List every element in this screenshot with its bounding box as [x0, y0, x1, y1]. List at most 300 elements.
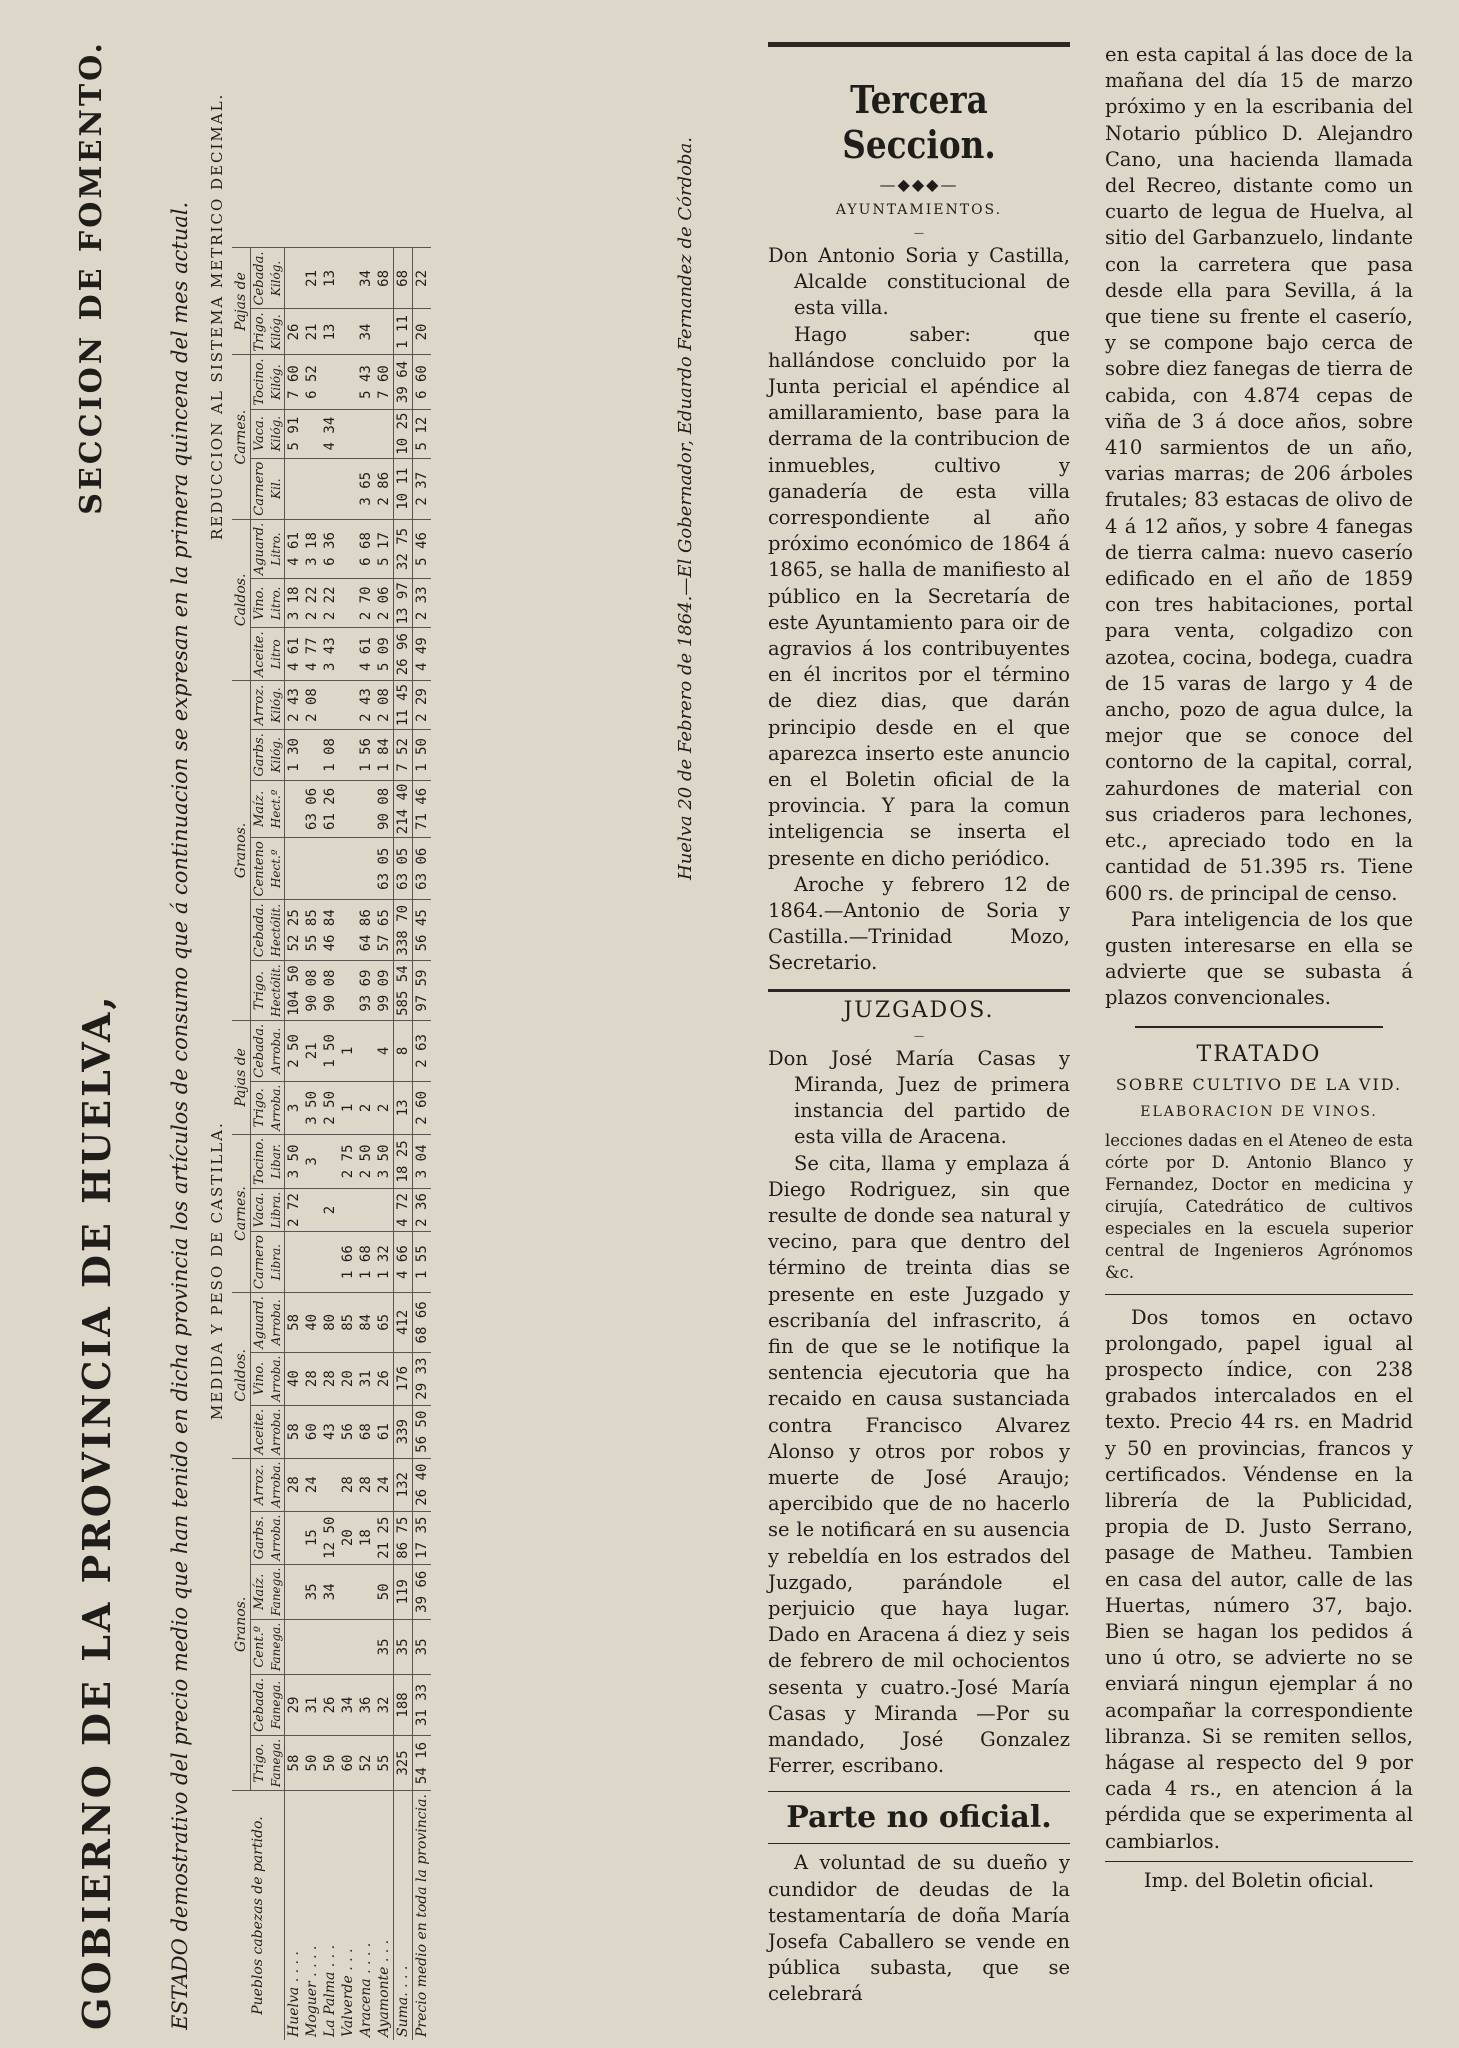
value-cell-castilla: 2 36 [413, 1188, 432, 1231]
value-cell-metrico: 22 [413, 248, 432, 309]
column-header-castilla: Arroz. [251, 1458, 269, 1511]
value-cell-castilla: 8 [394, 1020, 413, 1081]
value-cell-castilla: 3 [303, 1134, 321, 1188]
rotated-content [60, 20, 740, 2040]
value-cell-metrico [357, 780, 375, 838]
subasta-continued: en esta capital á las doce de la mañana del día 15 de marzo próximo y en la escribania del Notario público D. Alejandro Cano, una hacienda llamada del Recreo, distante como un cuarto de legua de Huelva, al sitio del Garbanzuelo, lindante con la carretera que pasa desde ella para Sevilla, á la que tiene su frente el caserío, y se compone bajo cerca de sobre diez fanegas de tierra de cabida, con 4.874 cepas de viña de 3 á doce años, sobre 410 sarmientos de un año, varias marras; de 206 árboles frutales; 83 estacas de olivo de 4 á 12 años, y sobre 4 fanegas de tierra calma: nuevo caserío edificado en el año de 1859 con tres habitaciones, portal para venta, colgadizo con azotea, cocina, bodega, cuadra de 15 varas de largo y 4 de ancho, pozo de agua dulce, la mejor que se conoce del contorno de la capital, corral, zahurdones de material con sus criaderos para lechones, etc., apreciado todo en la cantidad de 51.395 rs. Tiene 600 rs. de principal de censo. [1105, 43, 1413, 905]
value-cell-metrico: 26 96 [394, 628, 413, 681]
value-cell-castilla: 36 [357, 1675, 375, 1736]
value-cell-metrico [375, 309, 394, 355]
tratado-heading: TRATADO [1196, 1041, 1322, 1067]
value-cell-castilla: 28 [321, 1352, 339, 1405]
value-cell-metrico [357, 838, 375, 900]
value-cell-metrico: 13 [321, 248, 339, 309]
value-cell-castilla: 2 50 [321, 1081, 339, 1134]
unit-header-metrico: Kilóg. [268, 409, 285, 458]
value-cell-metrico [285, 458, 304, 519]
juzgados-heading: JUZGADOS. [843, 997, 995, 1023]
town-cell: Valverde . . . [339, 1791, 357, 2040]
value-cell-metrico: 2 86 [375, 458, 394, 519]
tratado-lecciones: lecciones dadas en el Ateneo de esta córte por D. Antonio Blanco y Fernandez, Doctor en medicina y cirujía, Catedrático de cultivos especiales en la escuela superior central de Ingenieros Agrónomos &c. [1105, 1130, 1413, 1282]
value-cell-castilla: 4 66 [394, 1232, 413, 1293]
value-cell-castilla [321, 1134, 339, 1188]
value-cell-castilla: 2 63 [413, 1020, 432, 1081]
value-cell-castilla: 20 [339, 1352, 357, 1405]
value-cell-castilla: 31 [357, 1352, 375, 1405]
column-header-castilla: Vino. [251, 1352, 269, 1405]
town-cell: Suma. . . . [394, 1791, 413, 2040]
value-cell-castilla [303, 1619, 321, 1674]
short-dash: — [914, 228, 924, 239]
value-cell-castilla: 58 [285, 1405, 304, 1458]
unit-header-metrico: Hect.º [268, 838, 285, 900]
value-cell-castilla: 119 [394, 1564, 413, 1619]
unit-header-castilla: Fanega. [268, 1564, 285, 1619]
value-cell-castilla: 4 72 [394, 1188, 413, 1231]
column-header-metrico: Tocino. [251, 355, 269, 409]
reduccion-label: REDUCCION AL SISTEMA METRICO DECIMAL. [208, 92, 226, 540]
value-cell-metrico [303, 730, 321, 780]
value-cell-castilla: 1 55 [413, 1232, 432, 1293]
value-cell-metrico: 5 91 [285, 409, 304, 458]
value-cell-metrico: 32 75 [394, 519, 413, 579]
value-cell-metrico: 2 33 [413, 579, 432, 628]
unit-header-metrico: Kilóg. [268, 730, 285, 780]
value-cell-metrico: 99 09 [375, 961, 394, 1021]
table-body [285, 248, 432, 2040]
value-cell-castilla [339, 1188, 357, 1231]
value-cell-castilla [357, 1564, 375, 1619]
table-row [303, 248, 321, 2040]
value-cell-castilla: 34 [339, 1675, 357, 1736]
value-cell-castilla: 86 75 [394, 1511, 413, 1564]
value-cell-metrico: 4 61 [285, 628, 304, 681]
value-cell-castilla: 132 [394, 1458, 413, 1511]
value-cell-metrico: 5 46 [413, 519, 432, 579]
value-cell-metrico: 1 11 [394, 309, 413, 355]
column-header-metrico: Vino. [251, 579, 269, 628]
value-cell-castilla [285, 1564, 304, 1619]
value-cell-metrico [339, 730, 357, 780]
value-cell-castilla: 325 [394, 1735, 413, 1790]
value-cell-castilla: 15 [303, 1511, 321, 1564]
column-header-metrico: Cebada. [251, 248, 269, 309]
value-cell-metrico: 90 08 [375, 780, 394, 838]
town-cell: Ayamonte . . . [375, 1791, 394, 2040]
value-cell-castilla [339, 1564, 357, 1619]
column-header-metrico: Maíz. [251, 780, 269, 838]
value-cell-metrico: 11 45 [394, 680, 413, 729]
group-carnes-metrico: Carnes. [232, 355, 251, 519]
value-cell-castilla: 31 33 [413, 1675, 432, 1736]
subasta-note: Para inteligencia de los que gusten interesarse en ella se advierte que se subasta á plazos convencionales. [1105, 907, 1413, 1010]
value-cell-castilla [375, 1188, 394, 1231]
column-header-metrico: Aceite. [251, 628, 269, 681]
value-cell-metrico: 2 43 [357, 680, 375, 729]
estado-caption: ESTADO demostrativo del precio medio que han tenido en dicha provincia los artículos de consumo que á continuacion se expresan en la primera quincena del mes actual. [168, 201, 192, 2030]
town-cell: Precio medio en toda la provincia. [413, 1791, 432, 2040]
value-cell-castilla: 28 [357, 1458, 375, 1511]
value-cell-metrico: 90 08 [303, 961, 321, 1021]
value-cell-castilla: 1 50 [321, 1020, 339, 1081]
unit-header-castilla: Libar. [268, 1134, 285, 1188]
value-cell-metrico [339, 628, 357, 681]
value-cell-castilla: 54 16 [413, 1735, 432, 1790]
value-cell-castilla: 1 66 [339, 1232, 357, 1293]
value-cell-metrico: 1 56 [357, 730, 375, 780]
value-cell-metrico: 97 59 [413, 961, 432, 1021]
value-cell-metrico: 52 25 [285, 900, 304, 961]
value-cell-castilla: 2 [357, 1081, 375, 1134]
column-header-castilla: Cebada. [251, 1020, 269, 1081]
value-cell-castilla: 26 [321, 1675, 339, 1736]
value-cell-metrico: 4 49 [413, 628, 432, 681]
value-cell-castilla: 28 [303, 1352, 321, 1405]
value-cell-metrico [303, 838, 321, 900]
value-cell-castilla: 52 [357, 1735, 375, 1790]
value-cell-castilla: 32 [375, 1675, 394, 1736]
value-cell-metrico: 56 45 [413, 900, 432, 961]
imprenta-line: Imp. del Boletin oficial. [1143, 1868, 1375, 1892]
separator [1135, 1026, 1383, 1028]
value-cell-metrico: 63 06 [413, 838, 432, 900]
value-cell-metrico [375, 409, 394, 458]
top-rule [768, 42, 1070, 47]
column-header-metrico: Carnero [251, 458, 269, 519]
juzgado-intro: Don José María Casas y Miranda, Juez de primera instancia del partido de esta villa de Aracena. [768, 1046, 1070, 1149]
column-header-metrico: Garbs. [251, 730, 269, 780]
column-header-metrico: Centeno [251, 838, 269, 900]
value-cell-metrico: 13 [321, 309, 339, 355]
value-cell-castilla: 3 50 [375, 1134, 394, 1188]
value-cell-metrico: 3 65 [357, 458, 375, 519]
value-cell-metrico: 2 43 [285, 680, 304, 729]
elaboracion-heading: ELABORACION DE VINOS. [1140, 1103, 1378, 1120]
value-cell-metrico: 93 69 [357, 961, 375, 1021]
value-cell-metrico: 6 68 [357, 519, 375, 579]
unit-header-castilla: Libra. [268, 1188, 285, 1231]
value-cell-castilla: 2 [375, 1081, 394, 1134]
value-cell-metrico: 63 05 [375, 838, 394, 900]
value-cell-metrico [339, 519, 357, 579]
unit-header-metrico: Kil. [268, 458, 285, 519]
value-cell-metrico [285, 248, 304, 309]
value-cell-metrico: 338 70 [394, 900, 413, 961]
value-cell-metrico: 7 52 [394, 730, 413, 780]
value-cell-castilla [303, 1232, 321, 1293]
value-cell-castilla: 35 [394, 1619, 413, 1674]
value-cell-castilla: 21 25 [375, 1511, 394, 1564]
unit-header-row [268, 248, 285, 2040]
value-cell-castilla: 1 [339, 1020, 357, 1081]
group-pajas-castilla: Pajas de [232, 1020, 251, 1134]
unit-header-metrico: Kilóg. [268, 248, 285, 309]
value-cell-castilla: 20 [339, 1511, 357, 1564]
column-header-metrico: Cebada. [251, 900, 269, 961]
value-cell-castilla: 40 [285, 1352, 304, 1405]
value-cell-metrico: 90 08 [321, 961, 339, 1021]
column-header-metrico: Vaca. [251, 409, 269, 458]
column-header-metrico: Arroz. [251, 680, 269, 729]
column-header-metrico: Trigo. [251, 961, 269, 1021]
value-cell-castilla: 39 66 [413, 1564, 432, 1619]
value-cell-metrico: 13 97 [394, 579, 413, 628]
town-cell: La Palma . . . [321, 1791, 339, 2040]
value-cell-metrico: 21 [303, 248, 321, 309]
value-cell-castilla: 2 75 [339, 1134, 357, 1188]
value-cell-metrico: 5 12 [413, 409, 432, 458]
value-cell-castilla: 12 50 [321, 1511, 339, 1564]
column-header-castilla: Vaca. [251, 1188, 269, 1231]
unit-header-castilla: Arroba. [268, 1405, 285, 1458]
unit-header-metrico: Kilóg. [268, 680, 285, 729]
unit-header-metrico: Kilóg. [268, 309, 285, 355]
tratado-subheading: SOBRE CULTIVO DE LA VID. [1115, 1074, 1403, 1094]
ayuntamientos-heading: AYUNTAMIENTOS. [835, 202, 1003, 218]
value-cell-metrico: 10 25 [394, 409, 413, 458]
value-cell-castilla [357, 1188, 375, 1231]
value-cell-castilla [285, 1232, 304, 1293]
value-cell-castilla: 65 [375, 1293, 394, 1353]
value-cell-castilla: 60 [339, 1735, 357, 1790]
value-cell-castilla: 188 [394, 1675, 413, 1736]
value-cell-metrico [339, 961, 357, 1021]
parte-rule-bottom [768, 1843, 1070, 1844]
value-cell-castilla: 61 [375, 1405, 394, 1458]
value-cell-castilla: 17 35 [413, 1511, 432, 1564]
short-dash-2: — [914, 1030, 924, 1042]
juzgados-rule [768, 989, 1070, 992]
value-cell-metrico: 21 [303, 309, 321, 355]
value-cell-castilla: 18 [357, 1511, 375, 1564]
value-cell-castilla: 80 [321, 1293, 339, 1353]
value-cell-castilla: 60 [303, 1405, 321, 1458]
value-cell-castilla: 21 [303, 1020, 321, 1081]
unit-header-castilla: Arroba. [268, 1458, 285, 1511]
value-cell-castilla: 56 [339, 1405, 357, 1458]
value-cell-castilla: 3 50 [303, 1081, 321, 1134]
value-cell-metrico: 39 64 [394, 355, 413, 409]
value-cell-castilla: 56 50 [413, 1405, 432, 1458]
juzgado-body: Se cita, llama y emplaza á Diego Rodriguez, sin que resulte de donde sea natural y vecino, para que dentro del término de treinta dias se presente en este Juzgado y escribanía del infrascrito, á fin de que se le notifique la sentencia ejecutoria que ha recaido en causa sustanciada contra Francisco Alvarez Alonso y otros por robos y muerte de José Araujo; apercibido que de no hacerlo se le notificará en su ausencia y rebeldía en los estrados del Juzgado, parándole el perjuicio que haya lugar. Dado en Aracena á diez y seis de febrero de mil ochocientos sesenta y cuatro.-José María Casas y Miranda —Por su mandado, José Gonzalez Ferrer, escribano. [768, 1151, 1070, 1778]
value-cell-metrico: 1 50 [413, 730, 432, 780]
value-cell-castilla: 2 50 [285, 1020, 304, 1081]
unit-header-castilla: Arroba. [268, 1293, 285, 1353]
unit-header-metrico: Hect.º [268, 780, 285, 838]
column-header-castilla: Aguard. [251, 1293, 269, 1353]
value-cell-metrico: 4 77 [303, 628, 321, 681]
value-cell-castilla: 29 33 [413, 1352, 432, 1405]
value-cell-metrico [303, 409, 321, 458]
page-headline [74, 20, 144, 2040]
prices-table [232, 247, 431, 2040]
tercera-seccion-title: Tercera Seccion. [842, 77, 996, 167]
value-cell-castilla: 35 [413, 1619, 432, 1674]
column-header-castilla: Tocino. [251, 1134, 269, 1188]
value-cell-metrico [339, 355, 357, 409]
value-cell-castilla: 28 [339, 1458, 357, 1511]
column-header-castilla: Aceite. [251, 1405, 269, 1458]
value-cell-metrico: 2 70 [357, 579, 375, 628]
value-cell-castilla: 50 [321, 1735, 339, 1790]
unit-header-metrico: Litro. [268, 519, 285, 579]
value-cell-castilla: 35 [375, 1619, 394, 1674]
value-cell-castilla [321, 1232, 339, 1293]
table-row [339, 248, 357, 2040]
value-cell-metrico: 4 34 [321, 409, 339, 458]
value-cell-metrico: 7 60 [375, 355, 394, 409]
value-cell-metrico: 1 08 [321, 730, 339, 780]
value-cell-castilla: 29 [285, 1675, 304, 1736]
parte-rule [768, 1791, 1070, 1792]
group-granos-metrico: Granos. [232, 680, 251, 1020]
value-cell-metrico: 585 54 [394, 961, 413, 1021]
value-cell-castilla: 3 [285, 1081, 304, 1134]
ayuntamiento-body: Hago saber: que hallándose concluido por la Junta pericial el apéndice al amillaramiento, base para la derrama de la contribucion de inmuebles, cultivo y ganadería de esta villa correspondiente al año próximo económico de 1864 á 1865, se halla de manifiesto al público en la Secretaría de este Ayuntamiento para oir de agravios á los contribuyentes en él incritos por el término de diez dias, que darán principio desde en el que aparezca inserto este anuncio en el Boletin oficial de la provincia. Y para la comun inteligencia se inserta el presente en dicho periódico. [768, 322, 1070, 870]
value-cell-metrico: 63 06 [303, 780, 321, 838]
ornament: —◆◆◆— [879, 175, 959, 194]
value-cell-castilla: 35 [303, 1564, 321, 1619]
value-cell-castilla: 2 50 [357, 1134, 375, 1188]
value-cell-metrico: 2 22 [321, 579, 339, 628]
value-cell-castilla: 4 [375, 1020, 394, 1081]
column-header-castilla: Maíz. [251, 1564, 269, 1619]
value-cell-castilla: 412 [394, 1293, 413, 1353]
value-cell-castilla: 2 [321, 1188, 339, 1231]
value-cell-metrico: 2 37 [413, 458, 432, 519]
value-cell-metrico: 55 85 [303, 900, 321, 961]
value-cell-metrico: 26 [285, 309, 304, 355]
value-cell-metrico [321, 838, 339, 900]
value-cell-metrico: 3 18 [303, 519, 321, 579]
table-row [413, 248, 432, 2040]
table-row [394, 248, 413, 2040]
value-cell-metrico [321, 680, 339, 729]
value-cell-castilla: 3 50 [285, 1134, 304, 1188]
value-cell-castilla: 2 72 [285, 1188, 304, 1231]
value-cell-metrico: 1 30 [285, 730, 304, 780]
value-cell-castilla: 85 [339, 1293, 357, 1353]
value-cell-metrico [339, 900, 357, 961]
value-cell-castilla: 84 [357, 1293, 375, 1353]
value-cell-metrico [321, 355, 339, 409]
value-cell-metrico [339, 838, 357, 900]
value-cell-metrico: 2 29 [413, 680, 432, 729]
column-header-castilla: Cent.º [251, 1619, 269, 1674]
value-cell-metrico [321, 458, 339, 519]
value-cell-metrico: 2 08 [303, 680, 321, 729]
imprenta-rule [1105, 1861, 1413, 1862]
unit-header-metrico: Hectólit. [268, 961, 285, 1021]
town-cell: Moguer . . . . [303, 1791, 321, 2040]
value-cell-metrico: 2 06 [375, 579, 394, 628]
value-cell-castilla: 58 [285, 1293, 304, 1353]
value-cell-castilla [357, 1020, 375, 1081]
column-header-castilla: Trigo. [251, 1081, 269, 1134]
value-cell-castilla: 68 66 [413, 1293, 432, 1353]
town-cell: Huelva . . . . [285, 1791, 304, 2040]
value-cell-castilla: 58 [285, 1735, 304, 1790]
table-footer: Huelva 20 de Febrero de 1864.—El Gobernador, Eduardo Fernandez de Córdoba. [675, 137, 696, 880]
value-cell-castilla [321, 1619, 339, 1674]
value-cell-castilla [303, 1188, 321, 1231]
subasta-start: A voluntad de su dueño y cundidor de deudas de la testamentaría de doña María Josefa Caballero se vende en pública subasta, que se celebrará [768, 1851, 1070, 2006]
value-cell-metrico: 20 [413, 309, 432, 355]
value-cell-castilla [285, 1511, 304, 1564]
value-cell-castilla: 1 32 [375, 1232, 394, 1293]
table-row [285, 248, 304, 2040]
value-cell-metrico: 3 43 [321, 628, 339, 681]
value-cell-metrico: 6 60 [413, 355, 432, 409]
ayuntamiento-intro: Don Antonio Soria y Castilla, Alcalde constitucional de esta villa. [768, 244, 1070, 320]
value-cell-castilla: 68 [357, 1405, 375, 1458]
value-cell-metrico [339, 680, 357, 729]
value-cell-metrico: 34 [357, 248, 375, 309]
tratado-rule [1105, 1294, 1413, 1295]
value-cell-metrico: 68 [375, 248, 394, 309]
value-cell-metrico: 104 50 [285, 961, 304, 1021]
unit-header-castilla: Libra. [268, 1232, 285, 1293]
value-cell-castilla: 339 [394, 1405, 413, 1458]
column-header-castilla: Trigo. [251, 1735, 269, 1790]
unit-header-castilla: Fanega. [268, 1619, 285, 1674]
group-pajas-metrico: Pajas de [232, 248, 251, 355]
value-cell-metrico [339, 248, 357, 309]
value-cell-metrico: 6 36 [321, 519, 339, 579]
value-cell-castilla: 31 [303, 1675, 321, 1736]
value-cell-metrico: 61 26 [321, 780, 339, 838]
value-cell-metrico: 5 43 [357, 355, 375, 409]
unit-header-castilla: Arroba. [268, 1511, 285, 1564]
unit-header-metrico: Litro. [268, 579, 285, 628]
value-cell-castilla: 1 68 [357, 1232, 375, 1293]
value-cell-metrico: 71 46 [413, 780, 432, 838]
value-cell-castilla: 3 04 [413, 1134, 432, 1188]
ayuntamiento-signature: Aroche y febrero 12 de 1864.—Antonio de Soria y Castilla.—Trinidad Mozo, Secretario. [768, 872, 1070, 975]
value-cell-castilla: 176 [394, 1352, 413, 1405]
column-header-row [251, 248, 269, 2040]
value-cell-metrico: 4 61 [285, 519, 304, 579]
unit-header-metrico: Hectólit. [268, 900, 285, 961]
value-cell-castilla: 26 [375, 1352, 394, 1405]
value-cell-metrico: 2 08 [375, 680, 394, 729]
value-cell-castilla: 40 [303, 1293, 321, 1353]
value-cell-metrico: 3 18 [285, 579, 304, 628]
group-carnes-castilla: Carnes. [232, 1134, 251, 1292]
table-row [321, 248, 339, 2040]
value-cell-metrico: 64 86 [357, 900, 375, 961]
value-cell-castilla: 24 [375, 1458, 394, 1511]
value-cell-castilla [339, 1619, 357, 1674]
seccion-title: SECCION DE FOMENTO. [74, 40, 109, 515]
value-cell-metrico: 34 [357, 309, 375, 355]
value-cell-metrico [303, 458, 321, 519]
unit-header-castilla: Arroba. [268, 1352, 285, 1405]
unit-header-castilla: Arroba. [268, 1020, 285, 1081]
value-cell-metrico: 5 17 [375, 519, 394, 579]
unit-header-castilla: Arroba. [268, 1081, 285, 1134]
value-cell-castilla: 55 [375, 1735, 394, 1790]
value-cell-castilla: 50 [375, 1564, 394, 1619]
value-cell-metrico [357, 409, 375, 458]
rotated-table-section [60, 20, 740, 2040]
value-cell-castilla: 34 [321, 1564, 339, 1619]
value-cell-metrico: 6 52 [303, 355, 321, 409]
medida-castilla-label: MEDIDA Y PESO DE CASTILLA. [208, 1121, 226, 1420]
value-cell-castilla: 2 60 [413, 1081, 432, 1134]
column-three [1105, 42, 1413, 1894]
gobierno-title: GOBIERNO DE LA PROVINCIA DE HUELVA, [74, 993, 119, 2030]
